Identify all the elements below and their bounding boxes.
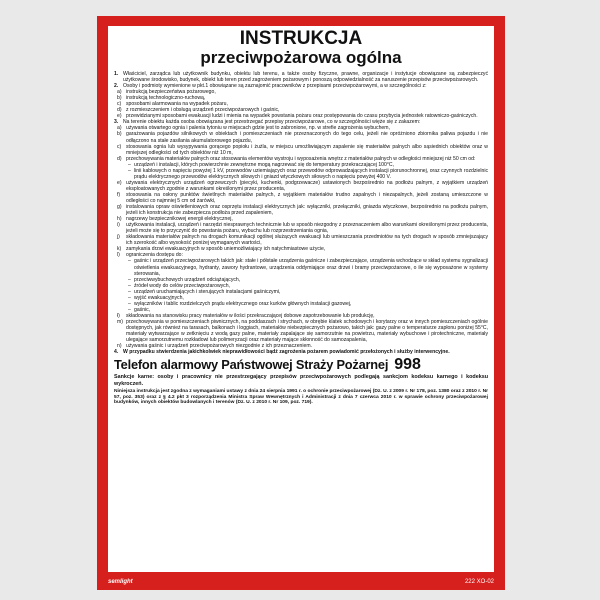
list-item <box>114 204 488 216</box>
footer-code: 222 XO-02 <box>464 578 494 585</box>
list-item-text: z rozmieszczeniem i obsługą urządzeń przeciwpożarowych i gaśnic, <box>126 107 280 114</box>
list-item <box>114 131 488 143</box>
list-item-text: instrukcją technologiczno-ruchową, <box>126 95 206 102</box>
title-line1: INSTRUKCJA <box>239 28 363 49</box>
list-item-text: sposobami alarmowania na wypadek pożaru, <box>126 101 228 108</box>
sanctions-text: Sankcje karne: osoby i pracownicy nie przestrzegający przepisów przeciwpożarowych podlegają sankcjom kodeksu karnego i kodeksu wykroczeń. <box>114 374 488 387</box>
alarm-number: 998 <box>394 356 421 374</box>
sub-item-text: źródeł wody do celów przeciwpożarowych, <box>134 282 230 289</box>
section-number: 3. <box>114 119 119 126</box>
list-item-letter: b) <box>117 95 122 102</box>
title-line2: przeciwpożarowa ogólna <box>200 48 402 67</box>
sub-item-text: linii kablowych o napięciu powyżej 1 kV, przewodów uziemiających oraz przewodów odprowadzających instalacji piorunochronnej, oraz czynnych rozdzielnic prądu elektrycznego przewodów elektrycznych siłowych i gniazd wtyczkowych siłowych o napięciu powyżej 400 V. <box>134 167 488 180</box>
list-item-text: używania otwartego ognia i palenia tytoniu w miejscach gdzie jest to zabronione, np. w strefie zagrożenia wybuchem, <box>126 125 390 132</box>
dash-bullet: – <box>128 161 131 168</box>
dash-bullet: – <box>128 258 131 265</box>
list-item-text: zamykania drzwi ewakuacyjnych w sposób uniemożliwiający ich natychmiastowe użycie, <box>126 246 326 253</box>
list-item-letter: d) <box>117 155 122 162</box>
list-item-text: składowania materiałów palnych na drogach komunikacji ogólnej służących ewakuacji lub umieszczania przedmiotów na tych drogach w sposób zmniejszający ich szerokość albo wysokość poniżej wymaganych wartości, <box>126 234 488 247</box>
section-number: 1. <box>114 71 119 77</box>
dash-bullet: – <box>128 300 131 307</box>
instruction-body <box>114 71 488 355</box>
sub-item-text: urządzeń i instalacji, których powierzchnie zewnętrzne mogą nagrzewać się do temperatury przekraczającej 100°C, <box>134 161 394 168</box>
list-item-letter: e) <box>117 113 122 120</box>
list-item-text: instalowania opraw oświetleniowych oraz osprzętu instalacji elektrycznych jak: wyłączniki, przełączniki, gniazda wtyczkowe, bezpośrednio na podłożu palnym, jeżeli ich konstrukcja nie zabezpiecza podłoża przed zapaleniem, <box>126 204 488 217</box>
list-item-text: przechowywania w pomieszczeniach piwnicznych, na poddaszach i strychach, w obrębie klatek schodowych i korytarzy oraz w innych pomieszczeniach ogólnie dostępnych, jak również na tarasach, balkonach i loggiach, materiałów niebezpiecznych pożarowo, takich jak: gazy palne o temperaturze zapłonu poniżej 55°C, materiały wytwarzające w zetknięciu z wodą gazy palne, materiały zapalające się samorzutnie na powietrzu, materiały wybuchowe i pirotechniczne, materiały ulegające samorzutnemu rozkładowi lub polimeryzacji oraz materiały mające skłonność do samozapalenia, <box>126 318 488 344</box>
alarm-text: Telefon alarmowy Państwowej Straży Pożarnej <box>114 357 389 373</box>
list-item-text: używania elektrycznych urządzeń ogrzewczych (piecyki, kuchenki, podgrzewacze) ustawionych bezpośrednio na podłożu palnym, z wyjątkiem urządzeń eksploatowanych zgodnie z warunkami określonymi przez producenta, <box>126 179 488 192</box>
list-item-letter: a) <box>117 125 122 132</box>
alarm-line <box>114 356 488 374</box>
section-1 <box>114 71 488 83</box>
sub-item-text: gaśnic, <box>134 306 151 313</box>
section-text: Osoby i podmioty wymienione w pkt.1 obowiązane są zaznajomić pracowników z przepisami przeciwpożarowymi, a w szczególności z: <box>123 83 427 90</box>
list-item-letter: k) <box>117 246 122 253</box>
instruction-panel <box>108 26 494 572</box>
list-item <box>114 144 488 156</box>
list-item-text: garażowania pojazdów silnikowych w obiektach i pomieszczeniach nie przeznaczonych do tego celu, jeżeli nie opróżniono zbiornika paliwa pojazdu i nie odłączono na stałe zasilania akumulatorowego pojazdu, <box>126 131 488 144</box>
list-item-letter: i) <box>117 222 120 229</box>
legal-note: Niniejsza instrukcja jest zgodna z wymaganiami ustawy z dnia 24 sierpnia 1991 r. o ochronie przeciwpożarowej (Dz. U. z 2009 r. Nr 178, poz. 1380 oraz z 2010 r. Nr 57, poz. 353) oraz z § 4.2 pkt 3 rozporządzenia Ministra Spraw Wewnętrznych i Administracji z dnia 7 czerwca 2010 r. w sprawie ochrony przeciwpożarowej budynków, innych obiektów budowlanych i terenów (Dz. U. z 2010 r. Nr 109, poz. 719). <box>114 388 488 406</box>
list-item-letter: b) <box>117 131 122 138</box>
list-item <box>114 180 488 192</box>
section-2-list <box>114 89 488 119</box>
list-item-text: przewidzianymi sposobami ewakuacji ludzi i mienia na wypadek powstania pożaru oraz postępowania do czasu przybycia jednostek ratowniczo-gaśniczych. <box>126 113 478 120</box>
list-item-letter: f) <box>117 191 121 198</box>
list-item-letter: g) <box>117 204 122 211</box>
list-item-text: ograniczenia dostępu do: <box>126 252 183 259</box>
list-item-letter: j) <box>117 234 120 241</box>
list-item-letter: a) <box>117 89 122 96</box>
section-4 <box>114 349 488 355</box>
list-item-letter: n) <box>117 343 122 350</box>
list-item-letter: c) <box>117 101 122 108</box>
sub-item-text: wyjść ewakuacyjnych, <box>134 294 184 301</box>
list-item-text: stosowania ognia lub wysypywania gorącego popiołu i żużla, w miejscu umożliwiającym zapalenie się materiałów palnych albo sąsiednich obiektów oraz w mniejszej odległości od tych obiektów niż 10 m, <box>126 143 488 156</box>
footer-brand: semlight <box>108 578 133 585</box>
dash-bullet: – <box>128 288 131 295</box>
dash-bullet: – <box>128 282 131 289</box>
section-text: Na terenie obiektu każda osoba obowiązana jest przestrzegać przepisy przeciwpożarowe, co w szczególności więże się z zakazem: <box>123 119 421 126</box>
list-item-text: przechowywania materiałów palnych oraz stosowania elementów wystroju i wyposażenia wnętrz z materiałów palnych w odległości mniejszej niż 50 cm od: <box>126 155 476 162</box>
list-item <box>114 222 488 234</box>
dash-bullet: – <box>128 306 131 313</box>
list-item-letter: l) <box>117 252 120 259</box>
dash-bullet: – <box>128 276 131 283</box>
sub-item-text: gaśnic i urządzeń przeciwpożarowych takich jak: stałe i półstałe urządzenia gaśnicze i zabezpieczające, urządzenia wchodzące w skład systemu sygnalizacji oświetlenia ewakuacyjnego, hydranty, zawory hydrantowe, urządzenia oddymiające oraz drzwi i bramy przeciwpożarowe, o ile się wyposażone w systemy sterowania, <box>134 258 488 277</box>
list-item-text: użytkowania instalacji, urządzeń i narzędzi niesprawnych technicznie lub w sposób niezgodny z przeznaczeniem albo warunkami określonymi przez producenta, jeżeli może się to przyczynić do powstania pożaru, wybuchu lub rozprzestrzeniania ognia, <box>126 222 488 235</box>
sign-frame <box>97 16 505 590</box>
list-item <box>114 319 488 343</box>
list-item-text: stosowania na osłony punktów świetlnych materiałów palnych, z wyjątkiem materiałów trudno zapalnych i niezapalnych, jeżeli zostaną umieszczone w odległości co najmniej 5 cm od żarówki, <box>126 191 488 204</box>
sub-item-text: przeciwwybuchowych urządzeń odciążających, <box>134 276 241 283</box>
sub-item-text: wyłączników i tablic rozdzielczych prądu elektrycznego oraz kurków głównych instalacji gazowej, <box>134 300 352 307</box>
section-number: 4. <box>114 349 119 356</box>
list-item <box>114 234 488 246</box>
list-item-text: składowania na stanowisku pracy materiałów w ilości przekraczającej dobowe zapotrzebowanie lub produkcję, <box>126 312 375 319</box>
section-text: Właściciel, zarządca lub użytkownik budynku, obiektu lub terenu, a także osoby fizyczne, prawne, organizacje i instytucje obowiązane są zabezpieczyć użytkowane środowisko, budynek, obiekt lub teren przed zagrożeniem pożarowym i ponoszą odpowiedzialność za naruszenie przepisów przeciwpożarowych. <box>123 71 488 84</box>
sign-footer <box>108 576 494 587</box>
list-item-text: używania gaśnic i urządzeń przeciwpożarowych niezgodnie z ich przeznaczeniem. <box>126 343 313 350</box>
list-item-letter: d) <box>117 107 122 114</box>
section-3-list <box>114 125 488 349</box>
dash-bullet: – <box>128 294 131 301</box>
list-item <box>114 192 488 204</box>
list-item-letter: ł) <box>117 312 120 319</box>
section-number: 2. <box>114 83 119 90</box>
sub-item <box>114 168 488 180</box>
section-text: W przypadku stwierdzenia jakichkolwiek nieprawidłowości bądź zagrożenia pożarem powiadomić przełożonych i służby interwencyjne. <box>123 349 450 356</box>
sub-item-text: urządzeń uruchamiających i sterujących instalacjami gaśniczymi, <box>134 288 281 295</box>
list-item-text: instrukcją bezpieczeństwa pożarowego, <box>126 89 216 96</box>
list-item-letter: h) <box>117 216 122 223</box>
list-item-letter: e) <box>117 179 122 186</box>
dash-bullet: – <box>128 167 131 174</box>
list-item-letter: c) <box>117 143 122 150</box>
sub-item <box>114 258 488 276</box>
list-item-letter: m) <box>117 318 123 325</box>
list-item-text: nagrzewy bezpiecznikowej energii elektrycznej, <box>126 216 233 223</box>
